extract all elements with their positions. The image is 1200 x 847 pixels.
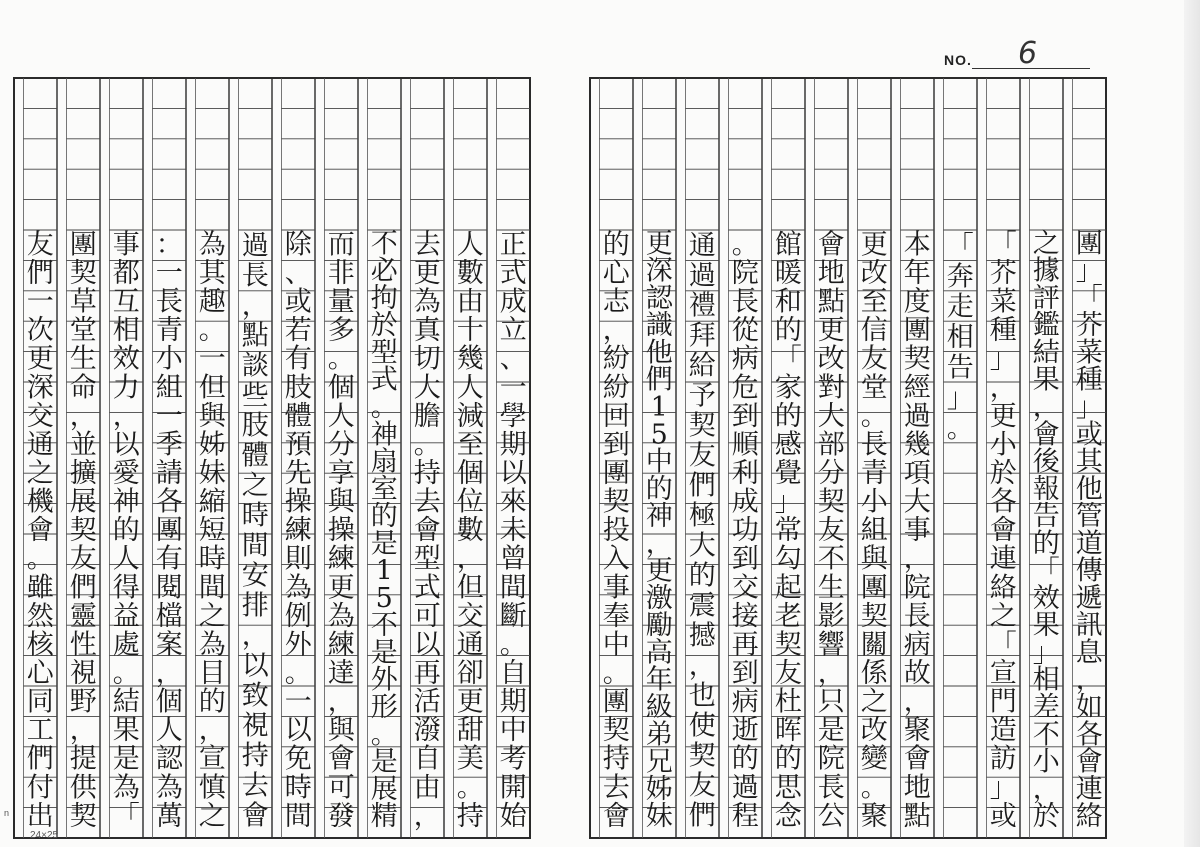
manuscript-column: 「芥菜種」，更小於各會連絡之「宣門造訪」或 — [989, 229, 1017, 832]
manuscript-column: 會地點更改對大部分契友不生影響，只是院長公 — [817, 229, 845, 832]
manuscript-column: 。院長從病危到順利成功到交接再到病逝的過程 — [731, 229, 759, 832]
left-page-text — [27, 228, 528, 832]
manuscript-column: 事都互相效力，以愛神的人得益處。結果是為「 — [112, 229, 140, 832]
manuscript-column: 團」「芥菜種」或其他管道傳遞訊息，如各會連絡 — [1075, 228, 1103, 833]
manuscript-column: 友們一次更深交通之機會。雖然核心同工們付出 — [26, 229, 54, 832]
manuscript-column: 為其趣。一但與姊妹縮短時間之為目的，宣慎之 — [198, 229, 226, 832]
manuscript-column: 本年度團契經過幾項大事，院長病故，聚會地點 — [903, 229, 931, 832]
manuscript-column: 更深認識他們 1 5 中的神，更激勵高年級弟兄姊妹 — [645, 228, 673, 833]
manuscript-column: 的心志，紛紛回到團契投入事奉中。團契持去會 — [602, 229, 630, 832]
manuscript-column: 不必拘於型式。神扇室的是 1 5 不是外形。是展精 — [370, 228, 398, 833]
manuscript-column: 正式成立、一學期以來未曾間斷。自期中考開始 — [499, 229, 527, 832]
grid-size-label: 24×25 — [30, 830, 59, 841]
manuscript-column: ：一長青小組一季請各團有閱檔案，個人認為萬 — [155, 229, 183, 832]
manuscript-column: 之據評鑑結果，會後報告的「效果」相差不小，於 — [1032, 228, 1060, 833]
left-margin-mark: n — [4, 808, 10, 818]
page-number-label: NO. — [944, 52, 972, 68]
manuscript-column: 過長，點談些肢體之時間安排，以致視持去會 — [241, 230, 269, 832]
manuscript-column: 通過禮拜給予契友們極大的震撼，也使契友們 — [688, 230, 716, 832]
manuscript-column: 更改至信友堂。長青小組與團契關係之改變。聚 — [860, 229, 888, 832]
manuscript-column: 去更為真切大膽。持去會型式可以再活潑自由， — [413, 229, 441, 832]
manuscript-column: 館暖和的「家的感覺」常勾起老契友杜晖的思念 — [774, 229, 802, 832]
page-number-value: 6 — [1018, 36, 1038, 71]
manuscript-column: 團契草堂生命，並擴展契友們靈性視野，提供契 — [69, 229, 97, 832]
manuscript-column: 人數由十幾人減至個位數，但交通卻更甜美。持 — [456, 229, 484, 832]
manuscript-column: 除、或若有肢體預先操練則為例外。一以免時間 — [284, 229, 312, 832]
manuscript-column: 「奔走相告」。 — [946, 230, 974, 445]
manuscript-column: 而非量多。個人分享與操練更為練達，與會可發 — [327, 229, 355, 832]
